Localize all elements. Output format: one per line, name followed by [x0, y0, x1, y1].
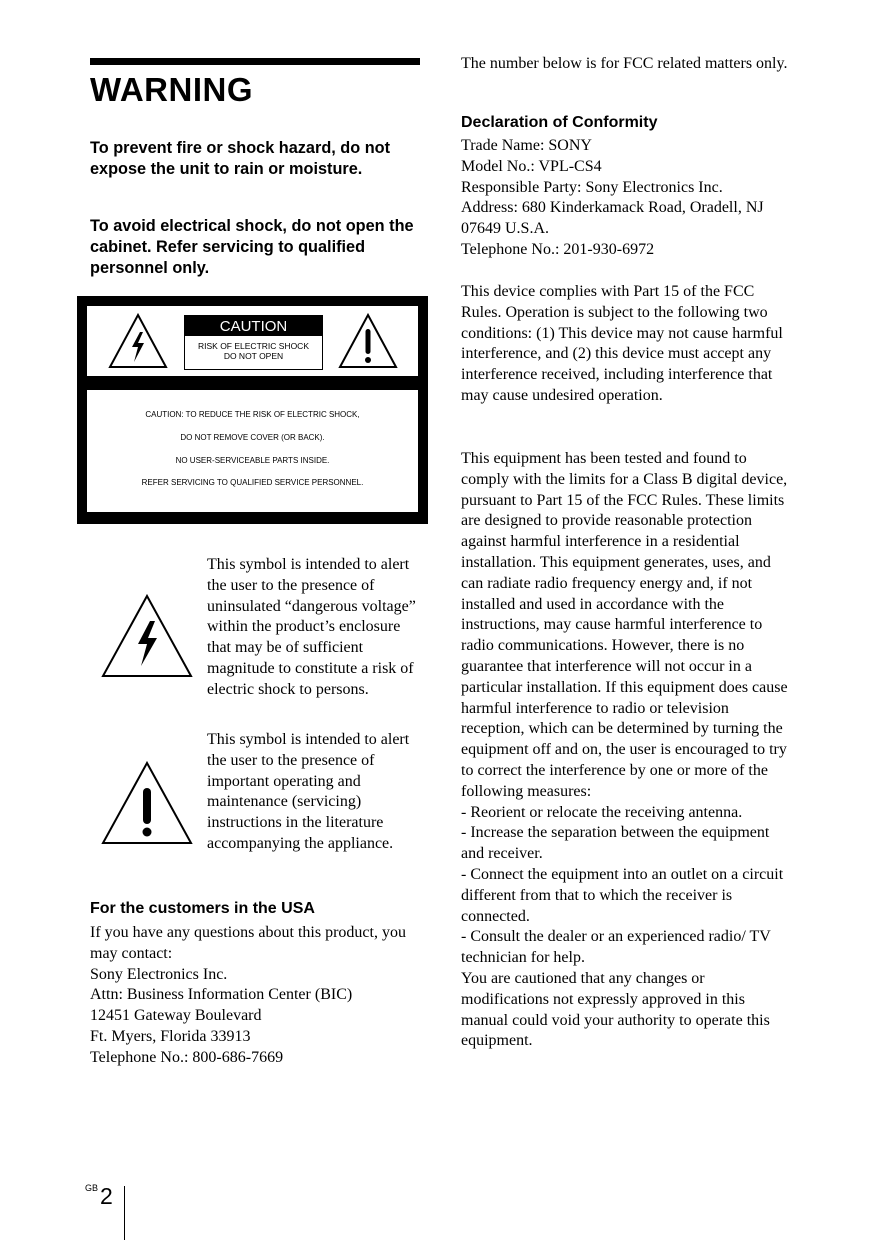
caution-sign: [184, 315, 323, 370]
usa-contact-block: [90, 923, 425, 1069]
fcc-note: The number below is for FCC related matters only.: [461, 55, 788, 72]
region-code: GB: [85, 1183, 99, 1193]
responsible-party: Responsible Party: Sony Electronics Inc.: [461, 178, 723, 196]
usa-phone: Telephone No.: 800-686-7669: [90, 1048, 284, 1066]
warning-rule: [90, 58, 420, 65]
usa-company: Sony Electronics Inc.: [90, 965, 228, 983]
closing-paragraph: You are cautioned that any changes or modifications not expressly approved in this manual could void your authority to operate this equipment.: [461, 969, 770, 1050]
measure-item: - Reorient or relocate the receiving antenna.: [461, 803, 743, 821]
usa-customers-heading: For the customers in the USA: [90, 900, 315, 917]
address: Address: 680 Kinderkamack Road, Oradell, NJ 07649 U.S.A.: [461, 199, 764, 238]
caution-label-top: [87, 306, 418, 376]
voltage-warning-icon: [100, 593, 194, 679]
measure-item: - Connect the equipment into an outlet on a circuit different from that to which the receiver is connected.: [461, 865, 784, 925]
equipment-paragraph: This equipment has been tested and found to comply with the limits for a Class B digital device, pursuant to Part 15 of the FCC Rules. These limits are designed to provide reasonable protection against harmful interference in a residential installation. This equipment generates, uses, and can radiate radio frequency energy and, if not installed and used in accordance with the instructions, may cause harmful interference to radio communications. However, there is no guarantee that interference will not occur in a particular installation. If this equipment does cause harmful interference to radio or television reception, which can be determined by turning the equipment off and on, the user is encouraged to try to correct the interference by one or more of the following measures:: [461, 450, 788, 800]
trade-name: Trade Name: SONY: [461, 137, 592, 154]
warning-paragraph-shock: To avoid electrical shock, do not open the cabinet. Refer servicing to qualified personnel only.: [90, 217, 414, 277]
caution-bottom-line: CAUTION: TO REDUCE THE RISK OF ELECTRIC SHOCK,: [145, 410, 360, 419]
equipment-block: [461, 449, 796, 1052]
lightning-triangle-icon: [107, 312, 169, 370]
exclamation-triangle-icon: [337, 312, 399, 370]
page-number: [85, 1183, 113, 1210]
usa-city: Ft. Myers, Florida 33913: [90, 1027, 251, 1045]
declaration-heading: Declaration of Conformity: [461, 114, 658, 131]
caution-label-bottom: [87, 390, 418, 512]
voltage-symbol-description: This symbol is intended to alert the user to the presence of uninsulated “dangerous voltage” within the product’s enclosure that may be of sufficient magnitude to constitute a risk of electric shock to persons.: [207, 556, 416, 698]
telephone: Telephone No.: 201-930-6972: [461, 240, 655, 258]
caution-sign-line2: DO NOT OPEN: [223, 351, 284, 361]
caution-bottom-line: REFER SERVICING TO QUALIFIED SERVICE PERSONNEL.: [141, 478, 364, 487]
footer-rule: [124, 1186, 125, 1240]
measure-item: - Increase the separation between the equipment and receiver.: [461, 824, 770, 863]
usa-intro: If you have any questions about this product, you may contact:: [90, 924, 406, 962]
warning-title: WARNING: [90, 71, 253, 108]
page-number-value: 2: [100, 1183, 113, 1209]
attention-symbol-description: This symbol is intended to alert the user to the presence of important operating and maintenance (servicing) instructions in the literature accompanying the appliance.: [207, 731, 410, 852]
declaration-block: [461, 136, 796, 261]
measure-item: - Consult the dealer or an experienced radio/ TV technician for help.: [461, 928, 771, 967]
attention-warning-icon: [100, 760, 194, 846]
usa-street: 12451 Gateway Boulevard: [90, 1007, 262, 1025]
warning-paragraph-fire: To prevent fire or shock hazard, do not expose the unit to rain or moisture.: [90, 139, 391, 178]
caution-bottom-line: DO NOT REMOVE COVER (OR BACK).: [180, 433, 325, 442]
caution-sign-title: CAUTION: [185, 316, 322, 336]
usa-attn: Attn: Business Information Center (BIC): [90, 986, 353, 1004]
compliance-paragraph: This device complies with Part 15 of the FCC Rules. Operation is subject to the following two conditions: (1) This device may not cause harmful interference, and (2) this device must accept any interference received, including interference that may cause undesired operation.: [461, 283, 783, 404]
caution-sign-line1: RISK OF ELECTRIC SHOCK: [198, 341, 309, 351]
caution-label-figure: [77, 296, 428, 524]
left-column: [90, 58, 420, 277]
model-number: Model No.: VPL-CS4: [461, 157, 602, 175]
caution-bottom-line: NO USER-SERVICEABLE PARTS INSIDE.: [175, 456, 330, 465]
